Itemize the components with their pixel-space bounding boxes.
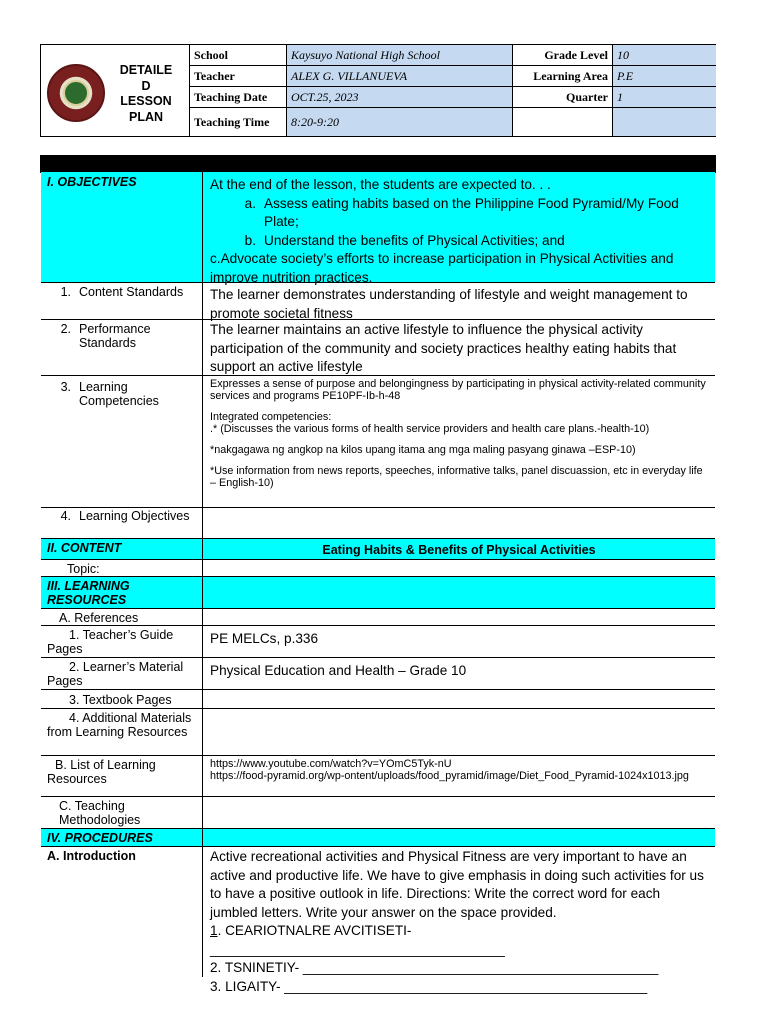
lesson-plan-header xyxy=(40,44,716,137)
resource-link[interactable]: https://food-pyramid.org/wp-ontent/uploads/food_pyramid/image/Diet_Food_Pyramid-1024x1013.jpg xyxy=(210,770,689,782)
item-label: Learning Competencies xyxy=(79,380,159,408)
procedures-value xyxy=(203,829,715,846)
textbook-pages-value xyxy=(203,690,715,708)
learners-material-value: Physical Education and Health – Grade 10 xyxy=(210,663,467,678)
item-label: Learning Objectives xyxy=(79,509,190,523)
learning-resources-row xyxy=(41,577,715,609)
objective-marker: a. xyxy=(244,195,256,211)
date-label: Teaching Date xyxy=(190,87,287,108)
learners-material-row xyxy=(41,658,715,690)
learning-objectives-label xyxy=(41,508,203,538)
additional-materials-row xyxy=(41,709,715,756)
title-line: LESSON xyxy=(120,94,172,108)
methodologies-row xyxy=(41,797,715,829)
time-value: 8:20-9:20 xyxy=(287,108,513,136)
school-label: School xyxy=(190,45,287,66)
methodologies-value xyxy=(203,797,715,828)
objective-a-text: Assess eating habits based on the Philippine Food Pyramid/My Food Plate; xyxy=(264,195,679,229)
section-divider-bar xyxy=(40,155,716,173)
title-line: DETAILE xyxy=(119,63,173,77)
content-row xyxy=(41,539,715,560)
introduction-row xyxy=(41,847,715,994)
teachers-guide-value: PE MELCs, p.336 xyxy=(210,631,319,646)
introduction-text xyxy=(203,847,715,994)
performance-standards-text: The learner maintains an active lifestyle to influence the physical activity participation of the community and society practices healthy eating habits that support an active lifestyle xyxy=(210,322,677,374)
teachers-guide-label: 1. Teacher’s Guide Pages xyxy=(41,626,203,657)
learners-material-label: 2. Learner’s Material Pages xyxy=(41,658,203,689)
content-standards-label xyxy=(41,283,203,319)
item-label: Performance Standards xyxy=(79,322,151,350)
textbook-pages-row xyxy=(41,690,715,709)
header-info-grid xyxy=(190,45,716,136)
competency-text: *Use information from news reports, speeches, informative talks, panel discuassion, etc in everyday life – English-10) xyxy=(210,465,703,489)
references-row xyxy=(41,609,715,626)
objective-b-text: Understand the benefits of Physical Activities; and xyxy=(264,232,565,248)
item-label: Content Standards xyxy=(79,285,184,299)
competency-text: Expresses a sense of purpose and belongingness by participating in physical activity-related community services and programs PE10PF-Ib-h-48 xyxy=(210,378,706,402)
objective-c: c.Advocate society’s efforts to increase participation in Physical Activities and improve nutrition practices. xyxy=(210,251,674,285)
empty-cell xyxy=(513,108,613,136)
competency-text: Integrated competencies: xyxy=(210,411,332,423)
item-number: 4. xyxy=(60,509,71,523)
introduction-paragraph: Active recreational activities and Physical Fitness are very important to have an active and productive life. We have to give emphasis in doing such activities for us to have a positive outlook in life. Directions: Write the correct word for each jumbled letters. Write your answer on the space provided. xyxy=(210,849,704,920)
jumbled-item-2: 2. TSNINETIY- _______________________________________________ xyxy=(210,960,659,975)
topic-value xyxy=(203,560,715,576)
resource-list-row xyxy=(41,756,715,797)
grade-label: Grade Level xyxy=(513,45,613,66)
objectives-intro: At the end of the lesson, the students are expected to. . . xyxy=(210,177,551,192)
area-label: Learning Area xyxy=(513,66,613,87)
item-number: 1. xyxy=(60,285,71,299)
learning-resources-heading: III. LEARNING RESOURCES xyxy=(41,577,203,608)
competency-text: .* (Discusses the various forms of health service providers and health care plans.-health-10) xyxy=(210,423,650,435)
seal-center xyxy=(63,80,89,106)
learning-competencies-row xyxy=(41,376,715,508)
date-value: OCT.25, 2023 xyxy=(287,87,513,108)
performance-standards-label xyxy=(41,320,203,375)
references-value xyxy=(203,609,715,625)
references-label: A. References xyxy=(41,609,203,625)
teacher-label: Teacher xyxy=(190,66,287,87)
objective-b xyxy=(210,232,708,251)
performance-standards-row xyxy=(41,320,715,376)
resource-link[interactable]: https://www.youtube.com/watch?v=YOmC5Tyk-nU xyxy=(210,758,452,770)
jumbled-item-3: 3. LIGAITY- ________________________________________________ xyxy=(210,978,648,994)
procedures-row xyxy=(41,829,715,847)
learning-competencies-label xyxy=(41,376,203,507)
resource-list-label: B. List of Learning Resources xyxy=(41,756,203,796)
teacher-value: ALEX G. VILLANUEVA xyxy=(287,66,513,87)
objective-a xyxy=(210,195,708,232)
methodologies-label: C. Teaching Methodologies xyxy=(41,797,203,828)
jumbled-item-1 xyxy=(210,922,708,959)
textbook-pages-label: 3. Textbook Pages xyxy=(41,690,203,708)
content-standards-text: The learner demonstrates understanding of lifestyle and weight management to promote societal fitness xyxy=(210,287,688,321)
item-number: 2. xyxy=(60,322,71,336)
item-text: . CEARIOTNALRE AVCITISETI- _______________________________________ xyxy=(210,923,505,957)
content-standards-row xyxy=(41,283,715,320)
procedures-heading: IV. PROCEDURES xyxy=(41,829,203,846)
learning-objectives-value xyxy=(203,508,715,538)
item-number: 1 xyxy=(210,923,218,938)
grade-value: 10 xyxy=(613,45,716,66)
empty-cell xyxy=(613,108,716,136)
title-line: PLAN xyxy=(128,109,164,124)
area-value: P.E xyxy=(613,66,716,87)
content-title: Eating Habits & Benefits of Physical Activities xyxy=(203,539,715,559)
competency-text: *nakgagawa ng angkop na kilos upang itama ang mga maling pasyang ginawa –ESP-10) xyxy=(210,444,636,456)
learning-objectives-row xyxy=(41,508,715,539)
content-heading: II. CONTENT xyxy=(41,539,203,559)
additional-materials-value xyxy=(203,709,715,755)
topic-label: Topic: xyxy=(41,560,203,576)
learning-competencies-text xyxy=(203,376,715,507)
objective-marker: b. xyxy=(244,232,256,248)
resource-links xyxy=(203,756,715,796)
time-label: Teaching Time xyxy=(190,108,287,136)
topic-row xyxy=(41,560,715,577)
objectives-row xyxy=(41,172,715,283)
quarter-label: Quarter xyxy=(513,87,613,108)
teachers-guide-row xyxy=(41,626,715,658)
learning-resources-value xyxy=(203,577,715,608)
additional-materials-label: 4. Additional Materials from Learning Resources xyxy=(41,709,203,755)
header-title-cell xyxy=(41,45,190,136)
title-line: D xyxy=(141,78,151,93)
objectives-heading: I. OBJECTIVES xyxy=(41,172,203,282)
school-value: Kaysuyo National High School xyxy=(287,45,513,66)
objectives-text xyxy=(203,172,715,285)
quarter-value: 1 xyxy=(613,87,716,108)
document-title xyxy=(111,63,181,125)
item-number: 3. xyxy=(60,380,71,394)
school-seal-logo xyxy=(47,64,105,122)
introduction-label: A. Introduction xyxy=(41,847,203,977)
